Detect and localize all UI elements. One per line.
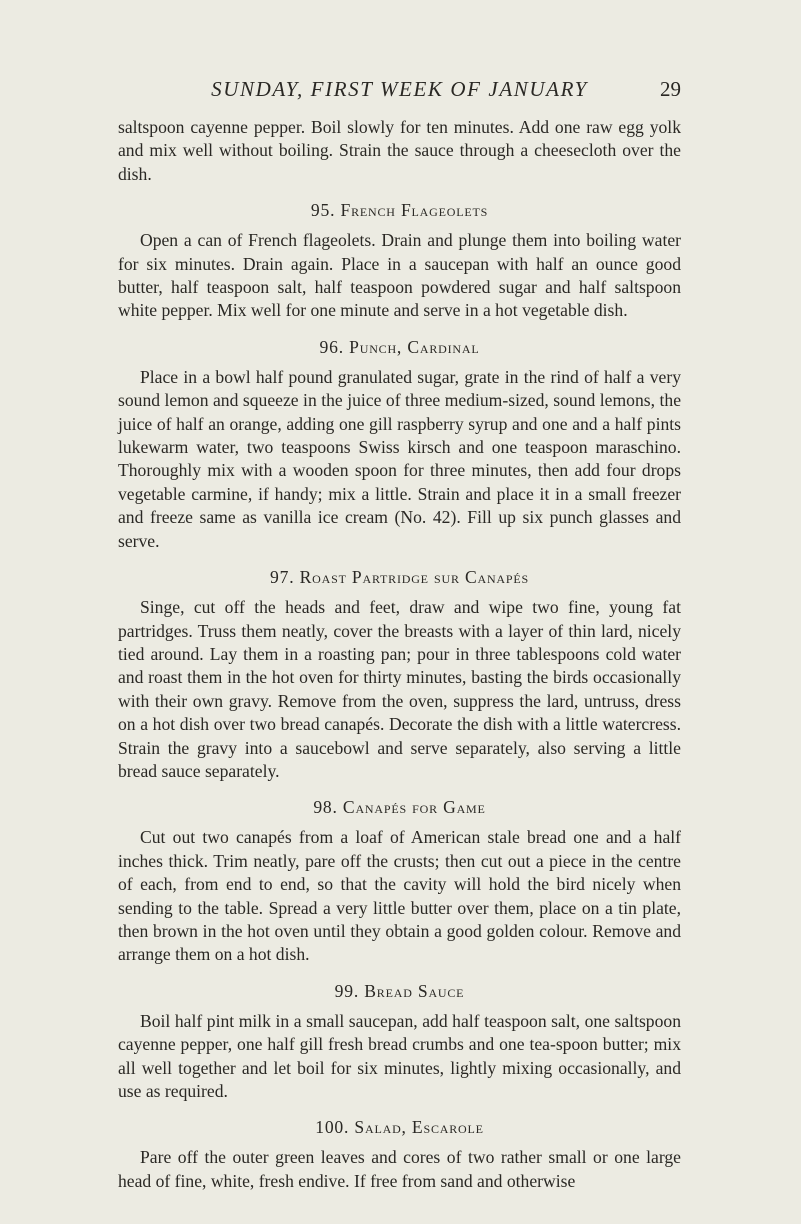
recipe-98	[118, 796, 681, 966]
recipe-95	[118, 199, 681, 323]
recipe-body: Open a can of French flageolets. Drain and plunge them into boiling water for six minutes. Drain again. Place in a saucepan with half an ounce good butter, half teaspoon salt, half teaspoon powdered sugar and half saltspoon white pepper. Mix well for one minute and serve in a hot vegetable dish.	[118, 230, 681, 321]
recipe-title: 97. Roast Partridge sur Canapés	[270, 567, 529, 588]
recipe-96	[118, 336, 681, 553]
recipe-body: Boil half pint milk in a small saucepan, add half teaspoon salt, one saltspoon cayenne pepper, one half gill fresh bread crumbs and one tea-spoon butter; mix all well together and let boil for six minutes, lightly mixing occasionally, and use as required.	[118, 1010, 681, 1101]
page-header	[118, 72, 681, 106]
continued-paragraph: saltspoon cayenne pepper. Boil slowly for ten minutes. Add one raw egg yolk and mix well without boiling. Strain the sauce through a cheesecloth over the dish.	[118, 117, 681, 184]
recipe-title: 99. Bread Sauce	[334, 980, 465, 1001]
recipe-title: 98. Canapés for Game	[313, 797, 486, 818]
recipe-title: 96. Punch, Cardinal	[319, 336, 480, 357]
page-content	[118, 116, 681, 1193]
recipe-body: Pare off the outer green leaves and cores of two rather small or one large head of fine, white, fresh endive. If free from sand and otherwise	[118, 1147, 681, 1191]
page-number: 29	[660, 77, 681, 101]
recipe-title: 95. French Flageolets	[310, 200, 489, 221]
recipe-99	[118, 980, 681, 1104]
recipe-97	[118, 566, 681, 783]
recipe-100	[118, 1116, 681, 1193]
recipe-title: 100. Salad, Escarole	[315, 1117, 484, 1138]
running-title: SUNDAY, FIRST WEEK OF JANUARY	[211, 77, 588, 101]
recipe-body: Cut out two canapés from a loaf of American stale bread one and a half inches thick. Trim neatly, pare off the crusts; then cut out a piece in the centre of each, from end to end, so that the cavity will hold the bird nicely when sending to the table. Spread a very little butter over them, place on a tin plate, then brown in the hot oven until they obtain a good golden colour. Remove and arrange them on a hot dish.	[118, 827, 681, 965]
recipe-body: Place in a bowl half pound granulated sugar, grate in the rind of half a very sound lemon and squeeze in the juice of three medium-sized, sound lemons, the juice of half an orange, adding one gill raspberry syrup and one and a half pints lukewarm water, two teaspoons Swiss kirsch and one teaspoon maraschino. Thoroughly mix with a wooden spoon for three minutes, then add four drops vegetable carmine, if handy; mix a little. Strain and place it in a small freezer and freeze same as vanilla ice cream (No. 42). Fill up six punch glasses and serve.	[118, 366, 681, 551]
book-page	[118, 72, 681, 1193]
recipe-body: Singe, cut off the heads and feet, draw and wipe two fine, young fat partridges. Truss them neatly, cover the breasts with a layer of thin lard, nicely tied around. Lay them in a roasting pan; pour in three tablespoons cold water and roast them in the hot oven for thirty minutes, basting the birds occasionally with their own gravy. Remove from the oven, suppress the lard, untruss, dress on a hot dish over two bread canapés. Decorate the dish with a little watercress. Strain the gravy into a saucebowl and serve separately, also serving a little bread sauce separately.	[118, 597, 681, 781]
